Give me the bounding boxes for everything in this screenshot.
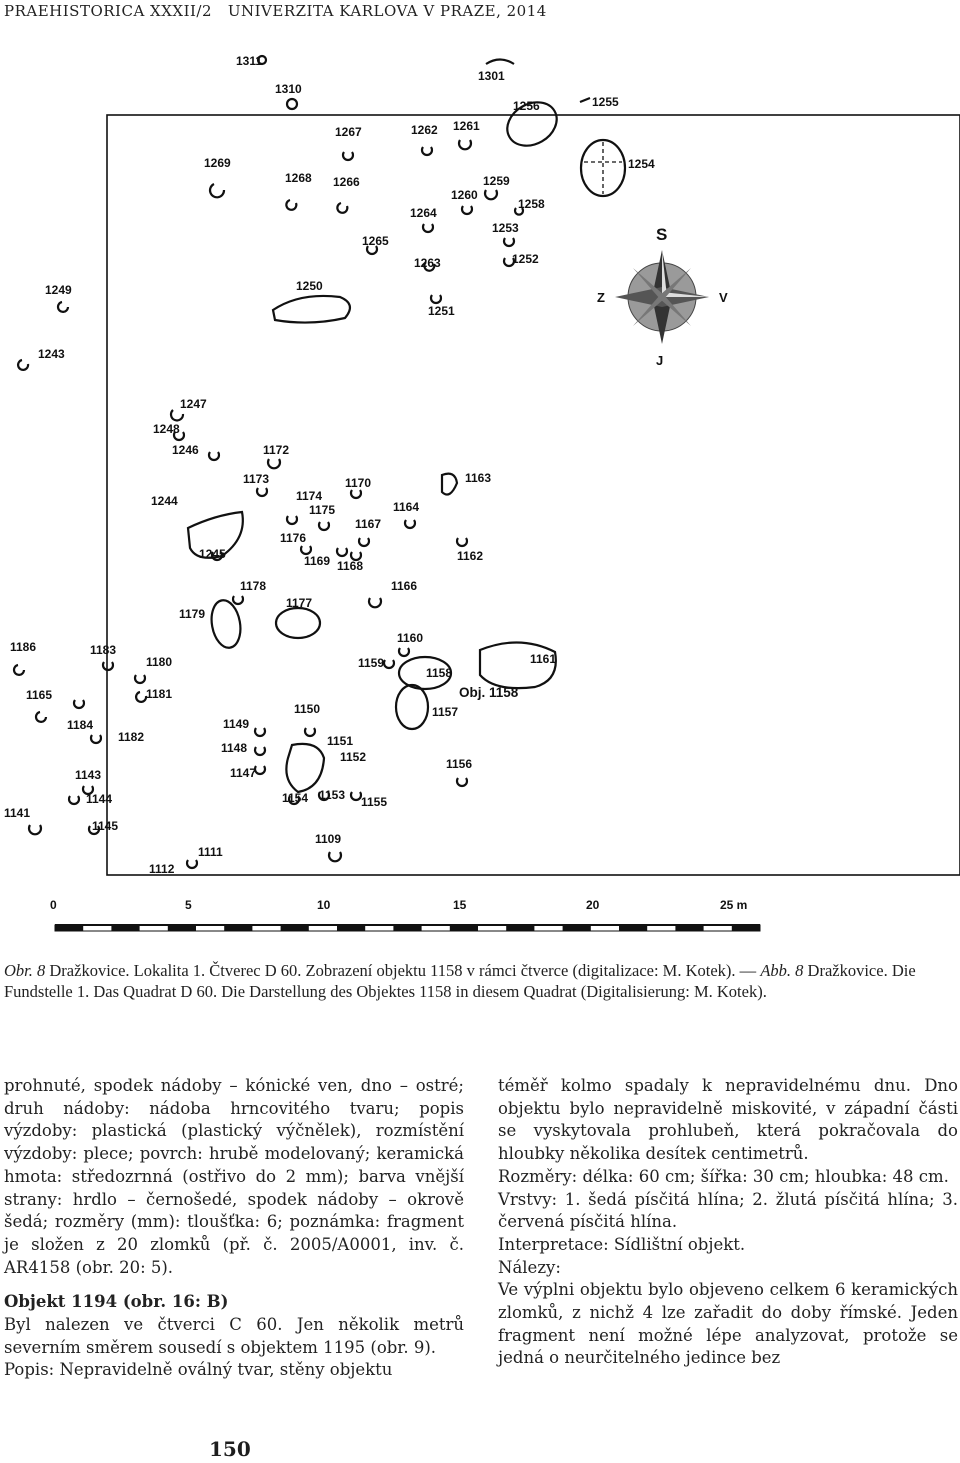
label-1261: 1261: [453, 119, 480, 133]
label-1259: 1259: [483, 174, 510, 188]
scale-segment: [281, 925, 309, 931]
scale-segment: [450, 925, 478, 931]
feature-labels: [4, 54, 655, 876]
label-1256: 1256: [513, 99, 540, 113]
label-1156: 1156: [446, 757, 473, 771]
scale-segment: [111, 925, 139, 931]
scale-segment: [393, 925, 421, 931]
scale-segment: [224, 925, 252, 931]
label-1109: 1109: [315, 832, 342, 846]
label-1169: 1169: [304, 554, 331, 568]
label-1250: 1250: [296, 279, 323, 293]
label-1150: 1150: [294, 702, 321, 716]
scale-segment: [675, 925, 703, 931]
grid-square-frame: [107, 115, 960, 875]
left-paragraph-2: Byl nalezen ve čtverci C 60. Jen několik metrů severním směrem sousedí s objektem 1195 (obr. 9).: [4, 1315, 464, 1357]
label-1310: 1310: [275, 82, 302, 96]
feature-1157-outline: [396, 685, 428, 729]
highlight-object-label: Obj. 1158: [459, 685, 519, 700]
label-1141: 1141: [4, 806, 31, 820]
scale-segment: [563, 925, 591, 931]
label-1179: 1179: [179, 607, 206, 621]
scale-tick-10: 10: [317, 898, 331, 912]
excavation-plan: [0, 40, 960, 940]
label-1252: 1252: [512, 252, 539, 266]
label-1112: 1112: [149, 862, 175, 876]
label-1254: 1254: [628, 157, 655, 171]
caption-de-prefix: Abb. 8: [760, 961, 804, 980]
dimensions-text: Rozměry: délka: 60 cm; šířka: 30 cm; hloubka: 48 cm.: [498, 1166, 949, 1186]
feature-1151-outline: [286, 744, 324, 792]
label-1165: 1165: [26, 688, 53, 702]
right-column: [498, 1075, 958, 1370]
compass-icon: [615, 250, 709, 344]
label-1181: 1181: [146, 687, 173, 701]
finds-label: Nálezy:: [498, 1257, 561, 1277]
figure-caption: [4, 960, 956, 1002]
scale-segment: [506, 925, 534, 931]
running-header: [4, 2, 547, 20]
label-1170: 1170: [345, 476, 372, 490]
label-1178: 1178: [240, 579, 267, 593]
label-1151: 1151: [327, 734, 354, 748]
label-1245: 1245: [199, 547, 226, 561]
label-1168: 1168: [337, 559, 364, 573]
scale-segment: [168, 925, 196, 931]
scale-tick-25: 25 m: [720, 898, 748, 912]
label-1173: 1173: [243, 472, 270, 486]
label-1148: 1148: [221, 741, 248, 755]
label-1268: 1268: [285, 171, 312, 185]
label-1175: 1175: [309, 503, 336, 517]
label-1111: 1111: [198, 845, 223, 859]
left-column: [4, 1075, 464, 1382]
label-1255: 1255: [592, 95, 619, 109]
compass-east-label: V: [719, 290, 728, 305]
label-1262: 1262: [411, 123, 438, 137]
caption-de-text: Dražkovice. Die Fundstelle 1. Das Quadrat D 60. Die Darstellung des Objektes 1158 in diesem Quadrat (Digitalisierung: M. Kotek).: [4, 961, 916, 1001]
label-1183: 1183: [90, 643, 117, 657]
label-1258: 1258: [518, 197, 545, 211]
scale-bar: [50, 898, 760, 931]
label-1260: 1260: [451, 188, 478, 202]
finds-text: Ve výplni objektu bylo objeveno celkem 6 keramických zlomků, z nichž 4 lze zařadit do doby římské. Jeden fragment není možné lépe analyzovat, protože se jedná o neurčitelného jedince bez: [498, 1280, 958, 1368]
scale-segment: [55, 925, 83, 931]
label-1246: 1246: [172, 443, 199, 457]
scale-segment: [619, 925, 647, 931]
label-1263: 1263: [414, 256, 441, 270]
label-1311: 1311: [236, 54, 263, 68]
label-1167: 1167: [355, 517, 382, 531]
university-name: UNIVERZITA KARLOVA V PRAZE, 2014: [227, 2, 547, 20]
label-1154: 1154: [282, 791, 309, 805]
label-1145: 1145: [92, 819, 119, 833]
scale-tick-0: 0: [50, 898, 57, 912]
label-1182: 1182: [118, 730, 145, 744]
label-1269: 1269: [204, 156, 231, 170]
label-1147: 1147: [230, 766, 257, 780]
label-1184: 1184: [67, 718, 94, 732]
feature-1250-outline: [273, 296, 350, 323]
compass-north-label: S: [656, 225, 668, 244]
label-1160: 1160: [397, 631, 424, 645]
label-1174: 1174: [296, 489, 323, 503]
label-1176: 1176: [280, 531, 307, 545]
label-1161: 1161: [530, 652, 557, 666]
label-1243: 1243: [38, 347, 65, 361]
label-1172: 1172: [263, 443, 290, 457]
left-paragraph-3: Popis: Nepravidelně oválný tvar, stěny objektu: [4, 1360, 393, 1380]
caption-cz-text: Dražkovice. Lokalita 1. Čtverec D 60. Zobrazení objektu 1158 v rámci čtverce (digitalizace: M. Kotek). —: [45, 961, 761, 980]
page-number: 150: [209, 1437, 251, 1461]
caption-cz-prefix: Obr. 8: [4, 961, 46, 980]
interpretation-text: Interpretace: Sídlištní objekt.: [498, 1234, 746, 1254]
label-1247: 1247: [180, 397, 207, 411]
label-1265: 1265: [362, 234, 389, 248]
scale-tick-5: 5: [185, 898, 192, 912]
label-1266: 1266: [333, 175, 360, 189]
label-1177: 1177: [286, 596, 313, 610]
label-1143: 1143: [75, 768, 102, 782]
left-paragraph-1: prohnuté, spodek nádoby – kónické ven, dno – ostré; druh nádoby: nádoba hrncovitého tvaru; popis výzdoby: plastická (plastický výčnělek), rozmístění výzdoby: plece; povrch: hrubě modelovaný; keramická hmota: středozrnná (ostřivo do 2 mm); barva vnější strany: hrdlo – černošedé, spodek nádoby – okrově šedá; rozměry (mm): tloušťka: 6; poznámka: fragment je složen z 20 zlomků (př. č. 2005/A0001, inv. č. AR4158 (obr. 20: 5).: [4, 1076, 464, 1277]
layers-text: Vrstvy: 1. šedá písčitá hlína; 2. žlutá písčitá hlína; 3. červená písčitá hlína.: [498, 1189, 958, 1232]
label-1186: 1186: [10, 640, 37, 654]
label-1157: 1157: [432, 705, 459, 719]
label-1251: 1251: [428, 304, 455, 318]
label-1144: 1144: [86, 792, 113, 806]
feature-1163-outline: [442, 474, 457, 495]
label-1180: 1180: [146, 655, 173, 669]
compass-west-label: Z: [597, 290, 605, 305]
label-1163: 1163: [465, 471, 492, 485]
label-1149: 1149: [223, 717, 250, 731]
label-1153: 1153: [319, 788, 346, 802]
label-1267: 1267: [335, 125, 362, 139]
label-1164: 1164: [393, 500, 420, 514]
object-1194-heading: Objekt 1194 (obr. 16: B): [4, 1292, 229, 1312]
label-1248: 1248: [153, 422, 180, 436]
label-1155: 1155: [361, 795, 388, 809]
journal-name: PRAEHISTORICA XXXII/2: [4, 2, 213, 20]
label-1253: 1253: [492, 221, 519, 235]
scale-tick-20: 20: [586, 898, 600, 912]
scale-segment: [337, 925, 365, 931]
label-1244: 1244: [151, 494, 178, 508]
label-1158: 1158: [426, 666, 453, 680]
feature-1179-outline: [208, 598, 244, 650]
label-1162: 1162: [457, 549, 484, 563]
scale-segment: [732, 925, 760, 931]
label-1301: 1301: [478, 69, 505, 83]
scale-tick-15: 15: [453, 898, 467, 912]
label-1152: 1152: [340, 750, 367, 764]
label-1264: 1264: [410, 206, 437, 220]
compass-south-label: J: [656, 353, 664, 368]
feature-1177-outline: [276, 608, 320, 638]
label-1249: 1249: [45, 283, 72, 297]
label-1166: 1166: [391, 579, 418, 593]
label-1159: 1159: [358, 656, 385, 670]
right-paragraph-1: téměř kolmo spadaly k nepravidelnému dnu. Dno objektu bylo nepravidelně miskovité, v západní části se vyskytovala prohlubeň, která pokračovala do hloubky několika desítek centimetrů.: [498, 1076, 958, 1164]
